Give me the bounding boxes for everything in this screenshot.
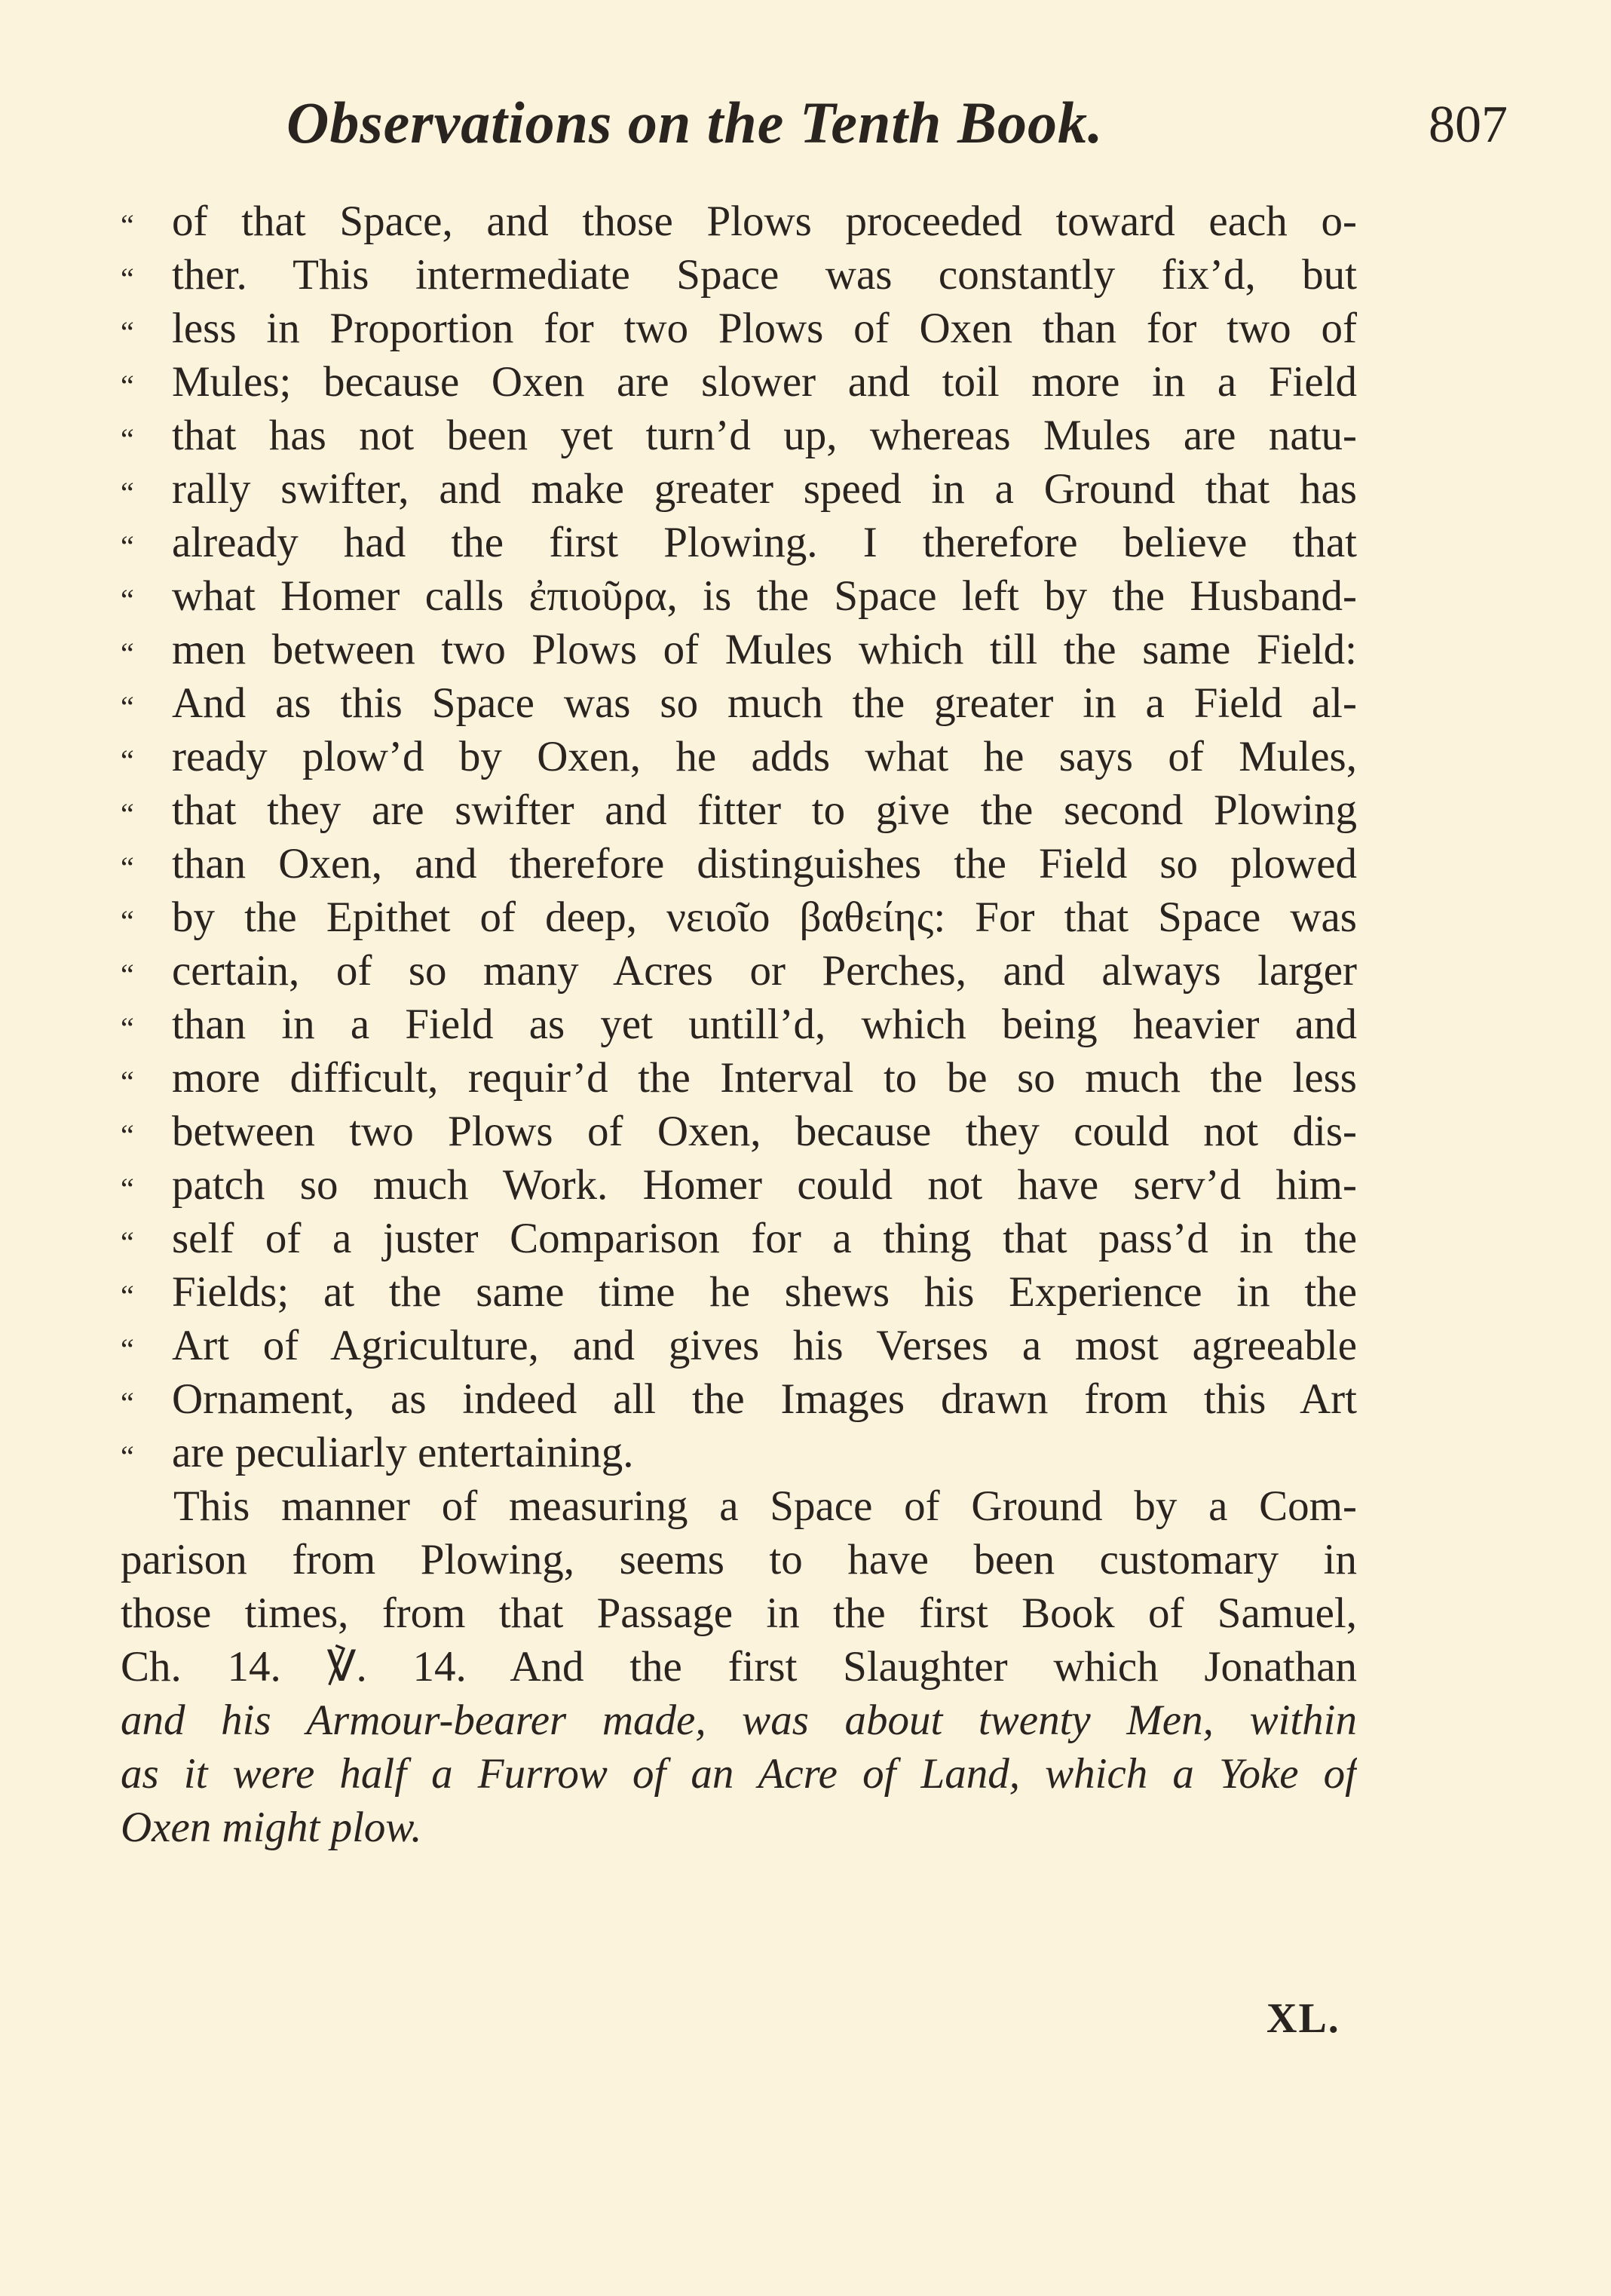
quoted-line <box>121 302 1357 355</box>
quoted-line <box>121 837 1357 891</box>
line-text: what Homer calls ἐπιοῦρα, is the Space left by the Husband- <box>172 572 1357 620</box>
quoted-line <box>121 1319 1357 1372</box>
line-text: This manner of measuring a Space of Ground by a Com- <box>173 1482 1357 1530</box>
quoted-line <box>121 1212 1357 1265</box>
quote-mark: “ <box>121 1065 134 1099</box>
quoted-line <box>121 1051 1357 1105</box>
quote-mark: “ <box>121 1225 134 1259</box>
paragraph-line <box>121 1801 1357 1854</box>
quote-mark: “ <box>121 1332 134 1366</box>
quoted-line <box>121 623 1357 676</box>
paragraph-line <box>121 1747 1357 1801</box>
line-text: those times, from that Passage in the first Book of Samuel, <box>121 1589 1357 1637</box>
line-text: more difficult, requir’d the Interval to be so much the less <box>172 1054 1357 1102</box>
quote-mark: “ <box>121 1439 134 1473</box>
page-number: 807 <box>1429 96 1508 154</box>
quote-mark: “ <box>121 583 134 617</box>
line-text: men between two Plows of Mules which till the same Field: <box>172 626 1357 673</box>
line-text: Fields; at the same time he shews his Experience in the <box>172 1268 1357 1316</box>
quoted-line <box>121 730 1357 783</box>
line-text: than Oxen, and therefore distinguishes the Field so plowed <box>172 840 1357 887</box>
line-text: than in a Field as yet untill’d, which being heavier and <box>172 1001 1357 1048</box>
quoted-line <box>121 1265 1357 1319</box>
quote-mark: “ <box>121 743 134 777</box>
quoted-line <box>121 944 1357 998</box>
line-text: between two Plows of Oxen, because they could not dis- <box>172 1108 1357 1155</box>
quoted-line <box>121 462 1357 516</box>
paragraph <box>121 1479 1357 1854</box>
line-text: and his Armour-bearer made, was about twenty Men, within <box>121 1697 1357 1744</box>
line-text: Mules; because Oxen are slower and toil more in a Field <box>172 358 1357 406</box>
paragraph-line <box>121 1640 1357 1694</box>
quote-mark: “ <box>121 476 134 510</box>
line-text: already had the first Plowing. I therefore believe that <box>172 519 1357 566</box>
quoted-line <box>121 1105 1357 1158</box>
quote-mark: “ <box>121 422 134 456</box>
line-text: And as this Space was so much the greater in a Field al- <box>172 679 1357 727</box>
line-text: are peculiarly entertaining. <box>172 1429 634 1476</box>
catchword: XL. <box>1266 1995 1340 2042</box>
line-text: Ch. 14. ℣. 14. And the first Slaughter which Jonathan <box>121 1643 1357 1691</box>
line-text: that they are swifter and fitter to give the second Plowing <box>172 786 1357 834</box>
quoted-line <box>121 248 1357 302</box>
quote-mark: “ <box>121 529 134 563</box>
page-body <box>121 195 1357 1854</box>
line-text: self of a juster Comparison for a thing that pass’d in the <box>172 1215 1357 1262</box>
quoted-line <box>121 409 1357 462</box>
quote-mark: “ <box>121 1172 134 1206</box>
quote-mark: “ <box>121 958 134 992</box>
line-text: rally swifter, and make greater speed in a Ground that has <box>172 465 1357 513</box>
quote-mark: “ <box>121 690 134 724</box>
quote-mark: “ <box>121 636 134 670</box>
line-text: as it were half a Furrow of an Acre of Land, which a Yoke of <box>121 1750 1357 1798</box>
quote-mark: “ <box>121 315 134 349</box>
quote-mark: “ <box>121 369 134 403</box>
quoted-line <box>121 516 1357 569</box>
quote-mark: “ <box>121 1279 134 1313</box>
line-text: of that Space, and those Plows proceeded toward each o- <box>172 198 1357 245</box>
quoted-line <box>121 569 1357 623</box>
line-text: less in Proportion for two Plows of Oxen than for two of <box>172 305 1357 352</box>
quoted-line <box>121 783 1357 837</box>
line-text: that has not been yet turn’d up, whereas Mules are natu- <box>172 412 1357 459</box>
quote-mark: “ <box>121 1011 134 1045</box>
paragraph-line <box>121 1533 1357 1586</box>
quoted-line <box>121 1158 1357 1212</box>
quoted-line <box>121 1372 1357 1426</box>
quote-mark: “ <box>121 851 134 884</box>
quote-mark: “ <box>121 1386 134 1420</box>
quoted-passage <box>121 195 1357 1479</box>
quoted-line <box>121 998 1357 1051</box>
paragraph-line <box>121 1694 1357 1747</box>
line-text: by the Epithet of deep, νειοῖο βαθείης: For that Space was <box>172 894 1357 941</box>
quote-mark: “ <box>121 208 134 242</box>
paragraph-line <box>121 1479 1357 1533</box>
line-text: patch so much Work. Homer could not have serv’d him- <box>172 1161 1357 1209</box>
quoted-line <box>121 195 1357 248</box>
line-text: Ornament, as indeed all the Images drawn from this Art <box>172 1375 1357 1423</box>
quoted-line <box>121 355 1357 409</box>
quoted-line <box>121 891 1357 944</box>
quoted-line <box>121 676 1357 730</box>
quote-mark: “ <box>121 262 134 296</box>
line-text: parison from Plowing, seems to have been customary in <box>121 1536 1357 1583</box>
quoted-line <box>121 1426 1357 1479</box>
quote-mark: “ <box>121 797 134 831</box>
line-text: ther. This intermediate Space was constantly fix’d, but <box>172 251 1357 299</box>
line-text: Oxen might plow. <box>121 1804 422 1851</box>
running-title: Observations on the Tenth Book. <box>286 90 1104 155</box>
line-text: certain, of so many Acres or Perches, and always larger <box>172 947 1357 995</box>
quote-mark: “ <box>121 904 134 938</box>
line-text: Art of Agriculture, and gives his Verses a most agreeable <box>172 1322 1357 1369</box>
quote-mark: “ <box>121 1118 134 1152</box>
line-text: ready plow’d by Oxen, he adds what he says of Mules, <box>172 733 1357 780</box>
paragraph-line <box>121 1586 1357 1640</box>
